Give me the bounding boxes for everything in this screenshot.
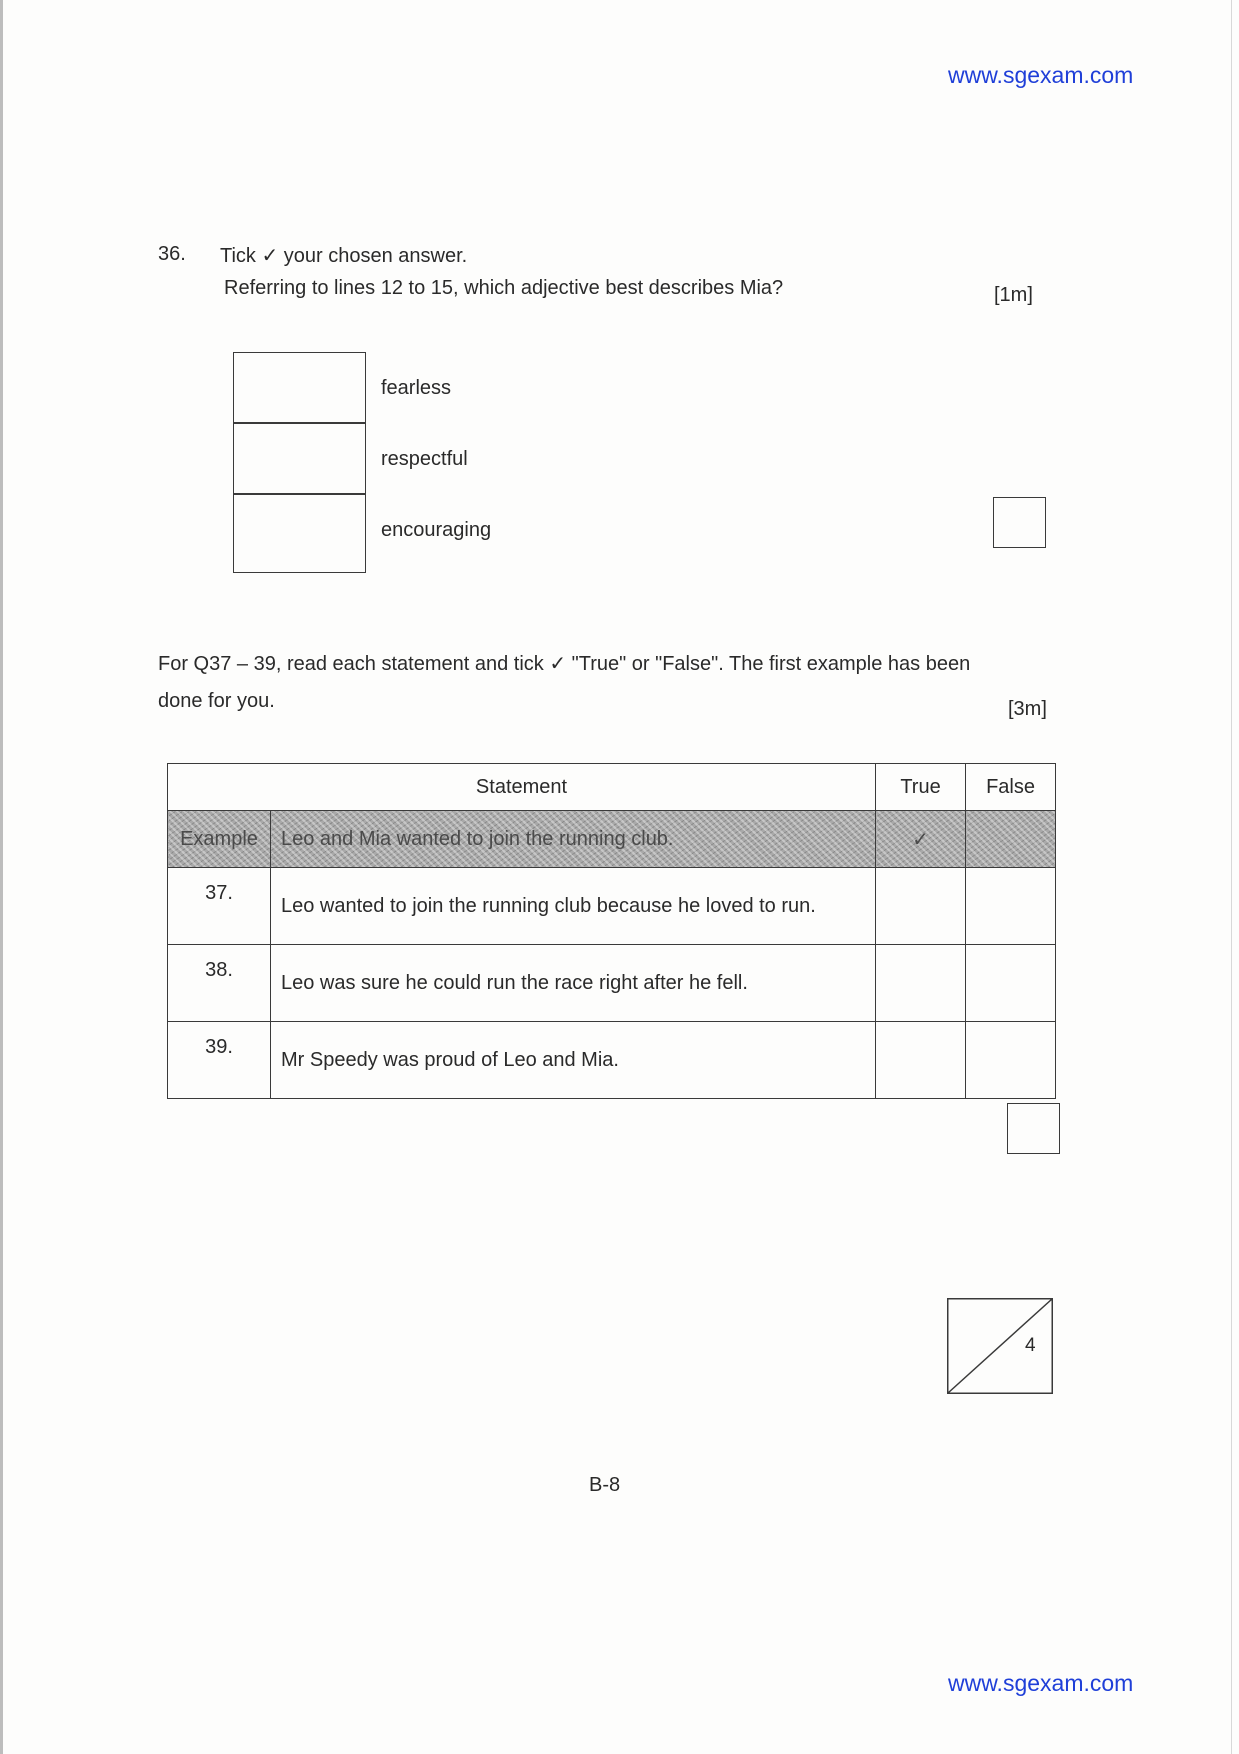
row-39-false-cell[interactable] [966, 1022, 1056, 1099]
q37-39-instruction-line2: done for you. [158, 690, 275, 712]
q37-39-instruction-line1: For Q37 – 39, read each statement and tick ✓ "True" or "False". The first example has been [158, 653, 971, 675]
row-38-true-cell[interactable] [876, 945, 966, 1022]
q36-question: Referring to lines 12 to 15, which adjective best describes Mia? [224, 277, 784, 299]
q36-option-respectful-label: respectful [381, 448, 468, 470]
score-box [947, 1298, 1053, 1394]
q36-option-fearless-box[interactable] [233, 352, 366, 424]
q36-option-fearless-label: fearless [381, 377, 452, 399]
page-edge-left [0, 0, 3, 1754]
header-false: False [966, 764, 1056, 811]
example-statement: Leo and Mia wanted to join the running club. [271, 811, 876, 868]
true-false-table [167, 763, 1056, 1099]
table-row [168, 1022, 1056, 1099]
page-edge-right [1231, 0, 1232, 1754]
q36-marks-box [993, 497, 1046, 548]
q36-marks: [1m] [994, 284, 1033, 306]
row-number: 39. [168, 1022, 271, 1099]
row-37-false-cell[interactable] [966, 868, 1056, 945]
header-true: True [876, 764, 966, 811]
example-false-cell [966, 811, 1056, 868]
q37-39-marks-box [1007, 1103, 1060, 1154]
row-statement: Mr Speedy was proud of Leo and Mia. [271, 1022, 876, 1099]
example-label: Example [168, 811, 271, 868]
row-37-true-cell[interactable] [876, 868, 966, 945]
page-number: B-8 [589, 1474, 621, 1496]
row-number: 38. [168, 945, 271, 1022]
example-row [168, 811, 1056, 868]
header-statement: Statement [168, 764, 876, 811]
header-url[interactable]: www.sgexam.com [948, 62, 1134, 88]
example-true-tick: ✓ [876, 811, 966, 868]
score-total: 4 [1025, 1335, 1036, 1356]
row-statement: Leo was sure he could run the race right after he fell. [271, 945, 876, 1022]
footer-url[interactable]: www.sgexam.com [948, 1670, 1134, 1696]
q36-number: 36. [158, 243, 186, 265]
q36-option-encouraging-box[interactable] [233, 493, 366, 573]
row-number: 37. [168, 868, 271, 945]
table-row [168, 945, 1056, 1022]
q36-instruction: Tick ✓ your chosen answer. [220, 245, 468, 267]
row-39-true-cell[interactable] [876, 1022, 966, 1099]
score-box-diagonal [947, 1298, 1053, 1394]
q36-option-encouraging-label: encouraging [381, 519, 492, 541]
row-statement: Leo wanted to join the running club because he loved to run. [271, 868, 876, 945]
q37-39-marks: [3m] [1008, 698, 1047, 720]
q36-option-respectful-box[interactable] [233, 422, 366, 495]
row-38-false-cell[interactable] [966, 945, 1056, 1022]
q36-options [233, 352, 366, 573]
table-row [168, 868, 1056, 945]
